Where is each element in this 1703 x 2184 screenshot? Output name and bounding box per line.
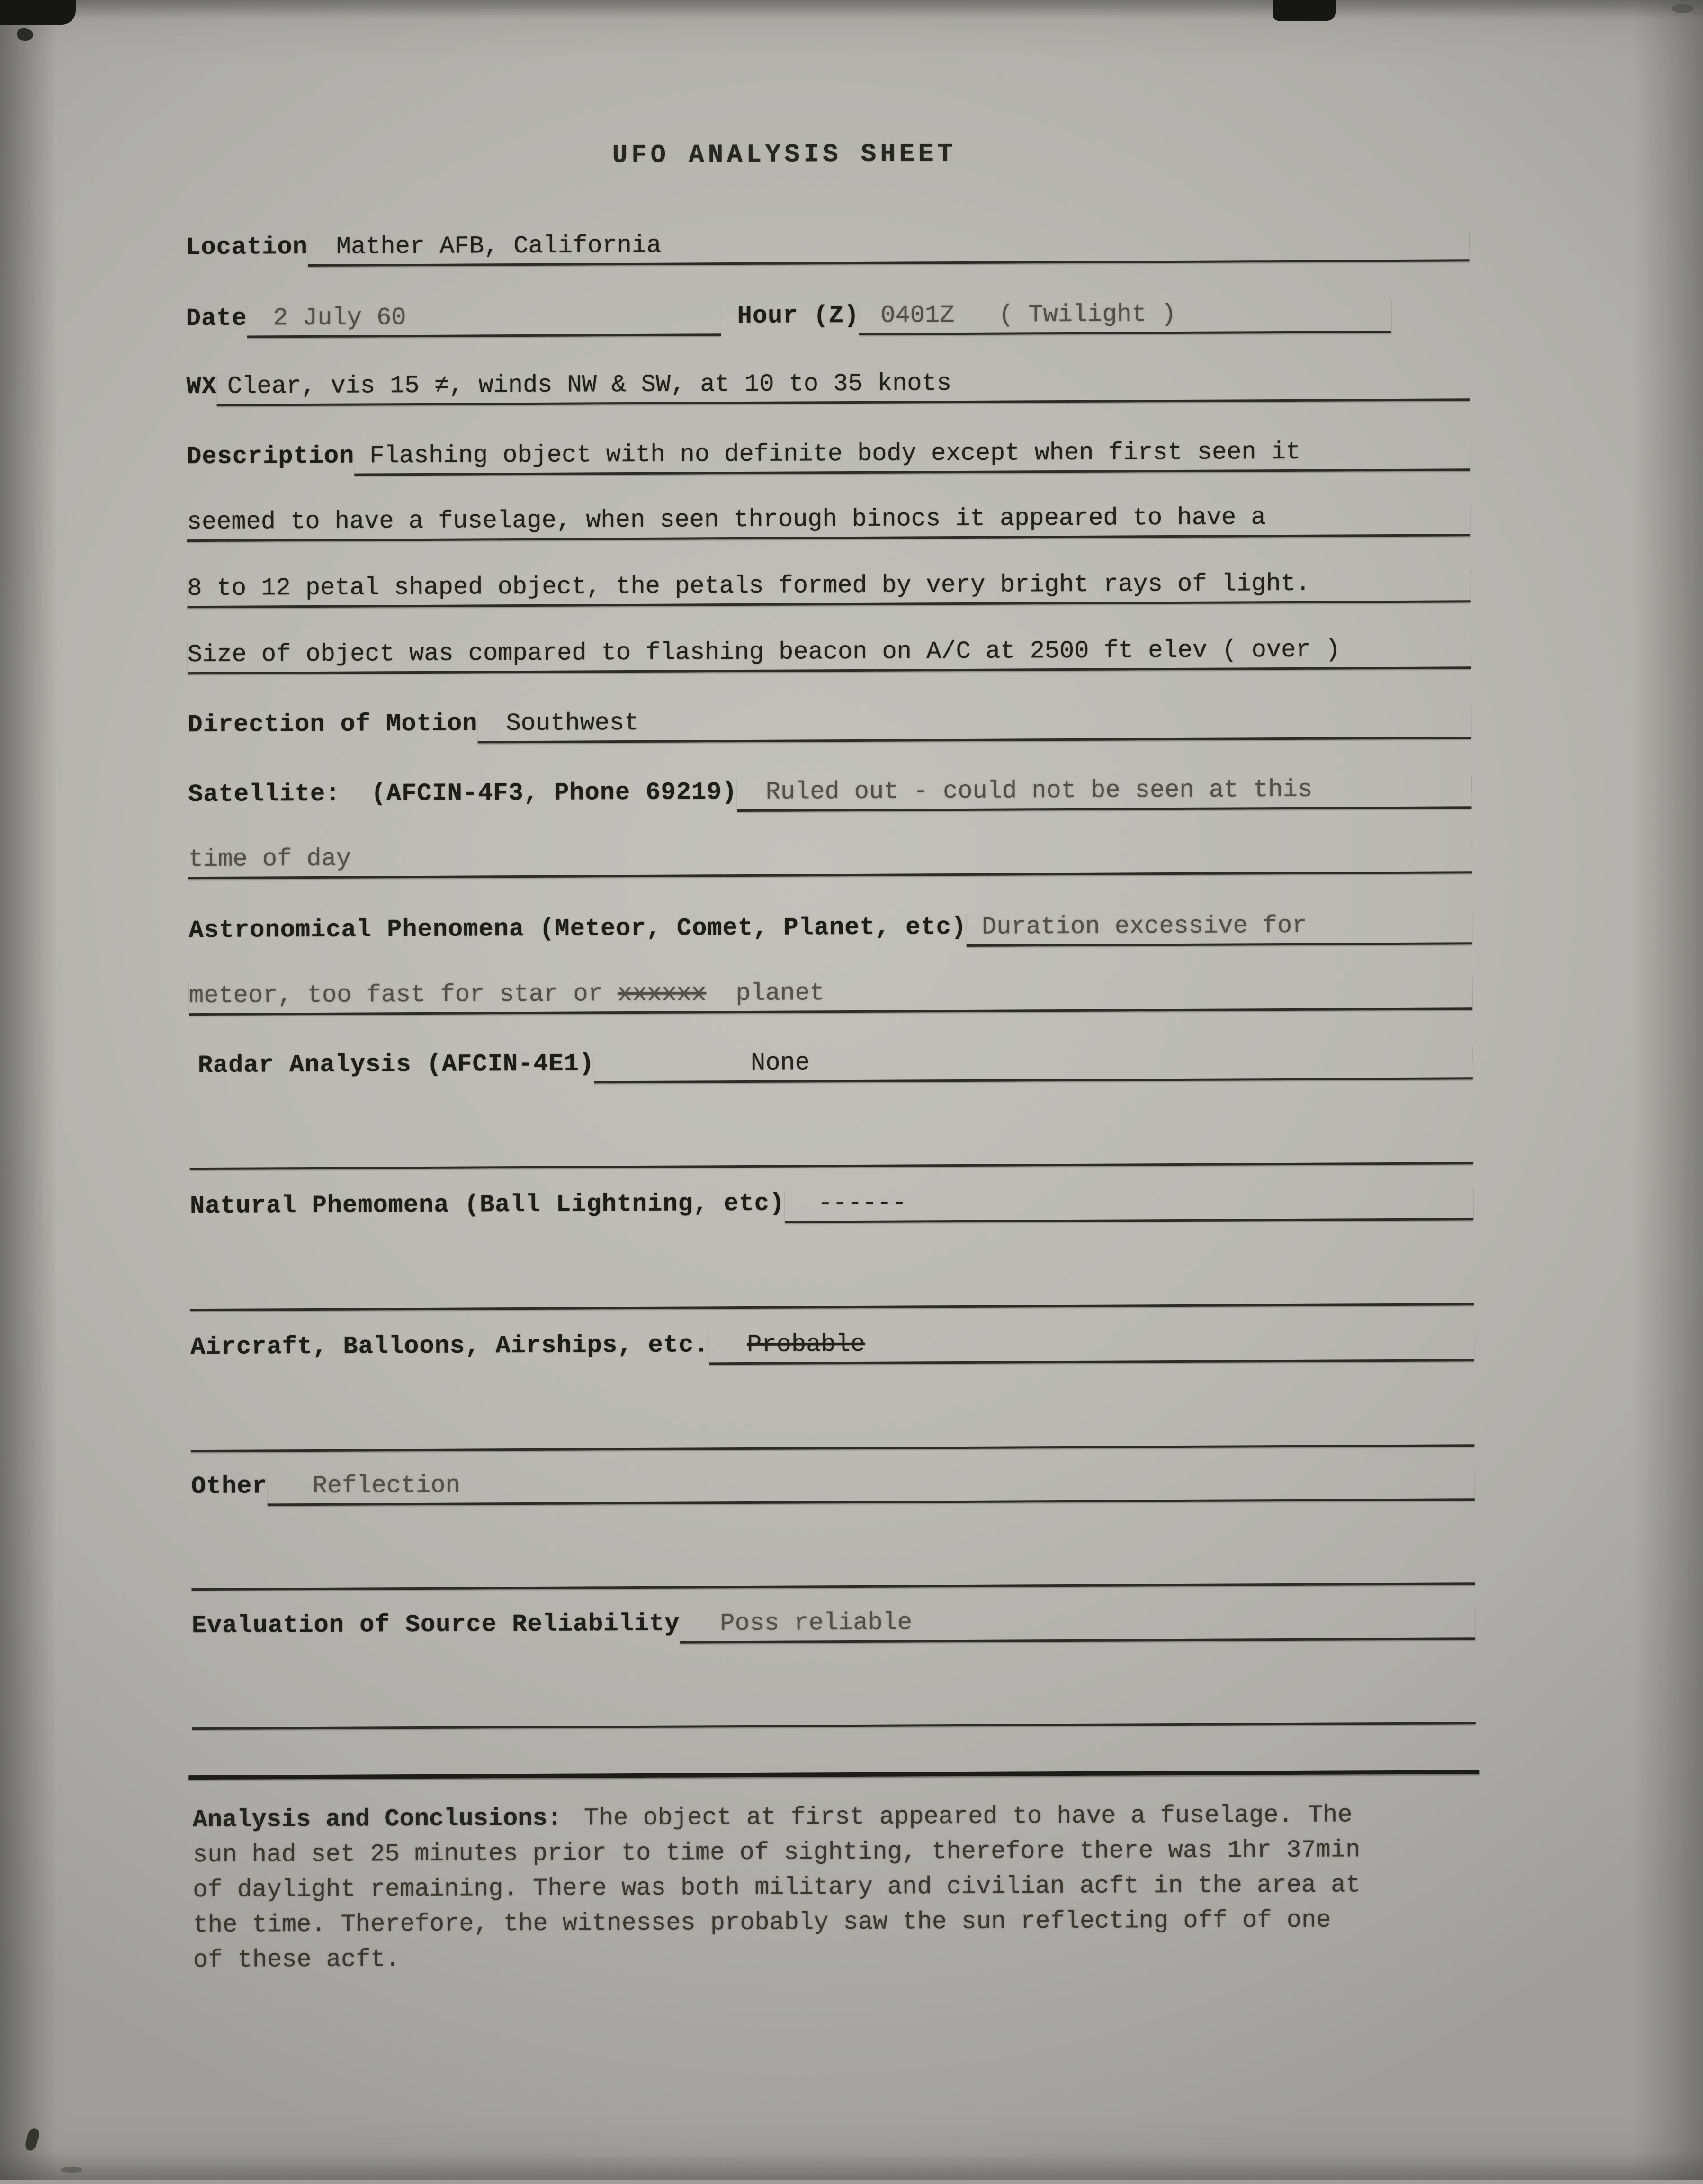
blank-underline-5 — [192, 1702, 1476, 1730]
field-row-other — [191, 1463, 1474, 1506]
blank-underline-4 — [191, 1563, 1475, 1591]
satellite-value: Ruled out - could not be seen at this — [737, 775, 1472, 812]
field-row-radar — [189, 1042, 1473, 1085]
field-row-description-cont3 — [188, 631, 1471, 674]
direction-label: Direction of Motion — [188, 710, 478, 739]
field-row-description-cont2 — [187, 565, 1470, 608]
aircraft-label: Aircraft, Balloons, Airships, etc. — [190, 1331, 709, 1362]
wx-label: WX — [186, 372, 217, 401]
blank-line — [190, 1300, 1474, 1311]
astronomical-value: Duration excessive for — [967, 911, 1472, 947]
field-row-date-hour — [186, 295, 1391, 338]
field-row-wx — [186, 363, 1470, 406]
blank-underline-2 — [190, 1284, 1474, 1311]
field-row-description-cont1 — [187, 498, 1470, 542]
field-row-evaluation — [192, 1602, 1475, 1645]
direction-value: Southwest — [477, 705, 1471, 743]
evaluation-value: Poss reliable — [680, 1606, 1475, 1643]
description-label: Description — [187, 442, 355, 471]
field-row-astronomical — [188, 907, 1472, 950]
hour-value: 0401Z ( Twilight ) — [859, 299, 1391, 335]
satellite-value-cont: time of day — [188, 840, 1472, 879]
radar-label: Radar Analysis (AFCIN-4E1) — [197, 1050, 595, 1080]
satellite-label: Satellite: (AFCIN-4F3, Phone 69219) — [188, 778, 737, 809]
aircraft-struck-value: Probable — [747, 1330, 866, 1359]
astronomical-cont-pre: meteor, too fast for star or — [188, 980, 618, 1010]
field-row-natural — [190, 1182, 1473, 1226]
description-line3: 8 to 12 petal shaped object, the petals formed by very bright rays of light. — [187, 569, 1470, 608]
field-row-satellite-cont — [188, 836, 1472, 879]
natural-label: Natural Phemomena (Ball Lightning, etc) — [189, 1189, 785, 1221]
description-line2: seemed to have a fuselage, when seen through binocs it appeared to have a — [187, 503, 1470, 542]
description-line4: Size of object was compared to flashing beacon on A/C at 2500 ft elev ( over ) — [188, 635, 1471, 674]
field-row-satellite — [188, 771, 1471, 814]
other-value: Reflection — [268, 1467, 1475, 1506]
date-label: Date — [186, 304, 247, 333]
radar-value: None — [594, 1046, 1473, 1083]
blank-line — [191, 1441, 1474, 1452]
wx-value: Clear, vis 15 ≠, winds NW & SW, at 10 to 35 knots — [217, 367, 1470, 406]
other-label: Other — [191, 1472, 268, 1501]
astronomical-struck-word: xxxxxx — [617, 980, 707, 1008]
natural-value: ------ — [785, 1186, 1473, 1223]
section-separator-line — [188, 1770, 1479, 1780]
analysis-section — [193, 1798, 1363, 1978]
analysis-text: The object at first appeared to have a fuselage. The sun had set 25 minutes prior to time of sighting, therefore there was 1hr 37min of daylight remaining. There was both military and civilian acft in the area at the time. Therefore, the witnesses probably saw the sun reflecting off of one of these acft. — [192, 1801, 1361, 1975]
description-line1: Flashing object with no definite body except when first seen it — [354, 437, 1470, 476]
date-value: 2 July 60 — [247, 302, 721, 338]
field-row-direction — [188, 701, 1471, 745]
blank-underline-3 — [191, 1425, 1474, 1452]
hour-label: Hour (Z) — [737, 301, 860, 331]
field-row-description — [187, 433, 1470, 476]
location-label: Location — [186, 233, 308, 262]
document-title: UFO ANALYSIS SHEET — [612, 140, 957, 171]
location-value: Mather AFB, California — [308, 228, 1470, 267]
astronomical-value-cont — [189, 976, 1472, 1016]
blank-underline-1 — [190, 1142, 1473, 1170]
analysis-label: Analysis and Conclusions: — [192, 1804, 562, 1834]
blank-line — [192, 1579, 1475, 1591]
evaluation-label: Evaluation of Source Reliability — [191, 1609, 680, 1640]
blank-line — [192, 1718, 1476, 1730]
field-row-astronomical-cont — [189, 972, 1472, 1016]
field-row-aircraft — [190, 1323, 1474, 1367]
field-row-location — [186, 224, 1469, 267]
aircraft-value — [709, 1328, 1474, 1365]
astronomical-cont-post: planet — [706, 979, 825, 1008]
blank-line — [190, 1159, 1473, 1170]
astronomical-label: Astronomical Phenomena (Meteor, Comet, Planet, etc) — [188, 913, 967, 945]
